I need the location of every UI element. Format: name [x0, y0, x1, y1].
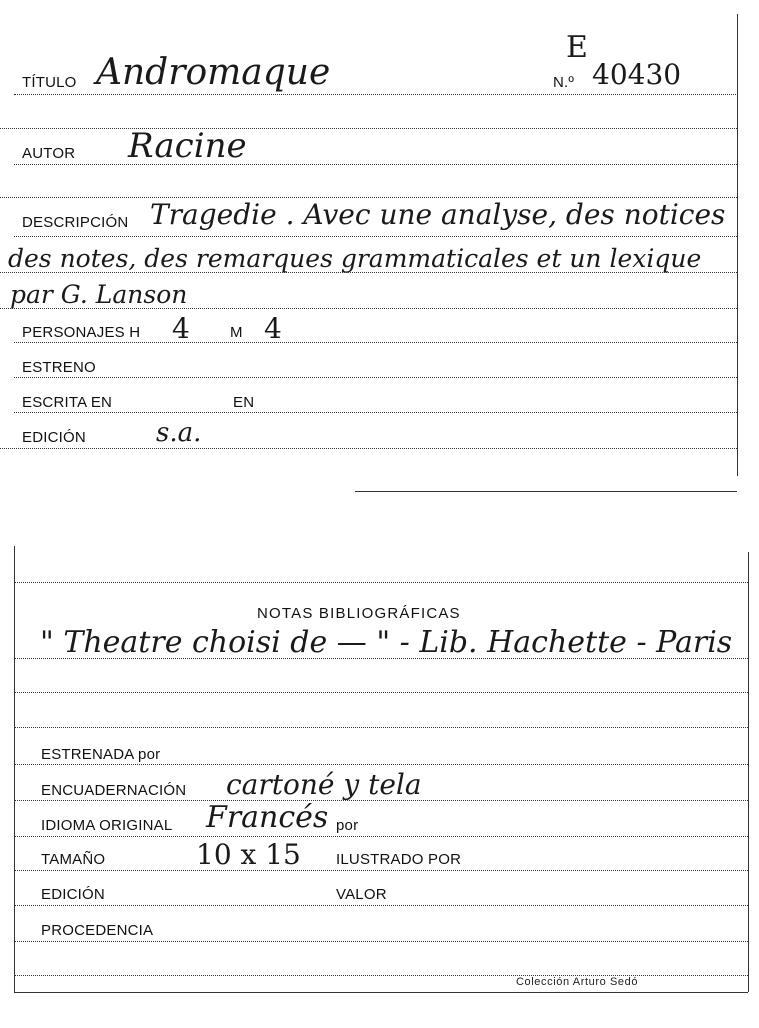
descripcion-line-1: Tragedie . Avec une analyse, des notices: [150, 198, 726, 231]
descripcion-line-2: des notes, des remarques grammaticales et un lexique: [8, 244, 702, 273]
personajes-h-value: 4: [172, 312, 190, 345]
personajes-rule: [14, 342, 737, 343]
descripcion-rule-3: [0, 308, 737, 309]
edicion2-label: EDICIÓN: [41, 886, 105, 903]
card2-right-border: [748, 552, 749, 992]
tamano-label: TAMAÑO: [41, 851, 106, 868]
card2-blank-rule-1: [14, 692, 748, 693]
card2-bottom-border: [14, 992, 748, 993]
card2-blank-rule-2: [14, 727, 748, 728]
notas-label: NOTAS BIBLIOGRÁFICAS: [257, 605, 461, 622]
numero-value: 40430: [592, 58, 682, 91]
notas-rule: [14, 658, 748, 659]
idioma-value: Francés: [206, 800, 329, 835]
edicion-label: EDICIÓN: [22, 429, 86, 446]
titulo-value: Andromaque: [96, 52, 331, 93]
edicion-value: s.a.: [156, 418, 202, 448]
encuadernacion-value: cartoné y tela: [226, 768, 422, 801]
autor-label: AUTOR: [22, 145, 76, 162]
edicion2-rule: [14, 905, 748, 906]
estrenada-rule: [14, 764, 748, 765]
estreno-label: ESTRENO: [22, 359, 96, 376]
tamano-value: 10 x 15: [196, 838, 301, 871]
tamano-rule: [14, 870, 748, 871]
escrita-label: ESCRITA EN: [22, 394, 113, 411]
estrenada-label: ESTRENADA por: [41, 746, 161, 763]
personajes-m-label: M: [230, 324, 243, 341]
catalog-letter-mark: E: [566, 30, 588, 65]
encuadernacion-label: ENCUADERNACIÓN: [41, 782, 187, 799]
descripcion-rule-2: [0, 272, 737, 273]
valor-label: VALOR: [336, 886, 387, 903]
card1-bottom-border: [355, 491, 737, 492]
titulo-label: TÍTULO: [22, 74, 77, 91]
edicion-rule: [0, 448, 737, 449]
escrita-en-label: EN: [233, 394, 255, 411]
descripcion-rule-1: [14, 236, 737, 237]
descripcion-line-3: par G. Lanson: [10, 280, 188, 309]
blank-rule-1: [0, 128, 737, 129]
estreno-rule: [14, 377, 737, 378]
encuadernacion-rule: [14, 800, 748, 801]
card2-left-border: [14, 546, 15, 992]
descripcion-label: DESCRIPCIÓN: [22, 214, 129, 231]
idioma-por-label: por: [336, 817, 359, 834]
autor-rule: [14, 164, 737, 165]
collection-footer: Colección Arturo Sedó: [516, 976, 639, 988]
personajes-label: PERSONAJES H: [22, 324, 141, 341]
titulo-rule: [14, 94, 736, 95]
autor-value: Racine: [128, 126, 247, 166]
escrita-rule: [14, 412, 737, 413]
procedencia-label: PROCEDENCIA: [41, 922, 154, 939]
numero-label: N.º: [553, 74, 575, 91]
procedencia-rule: [14, 941, 748, 942]
idioma-label: IDIOMA ORIGINAL: [41, 817, 173, 834]
card1-right-border: [737, 14, 738, 476]
ilustrado-label: ILUSTRADO POR: [336, 851, 462, 868]
idioma-rule: [14, 836, 748, 837]
notas-value: " Theatre choisi de — " - Lib. Hachette - Paris: [40, 625, 733, 660]
personajes-m-value: 4: [264, 312, 282, 345]
card2-rule-top: [14, 582, 748, 583]
